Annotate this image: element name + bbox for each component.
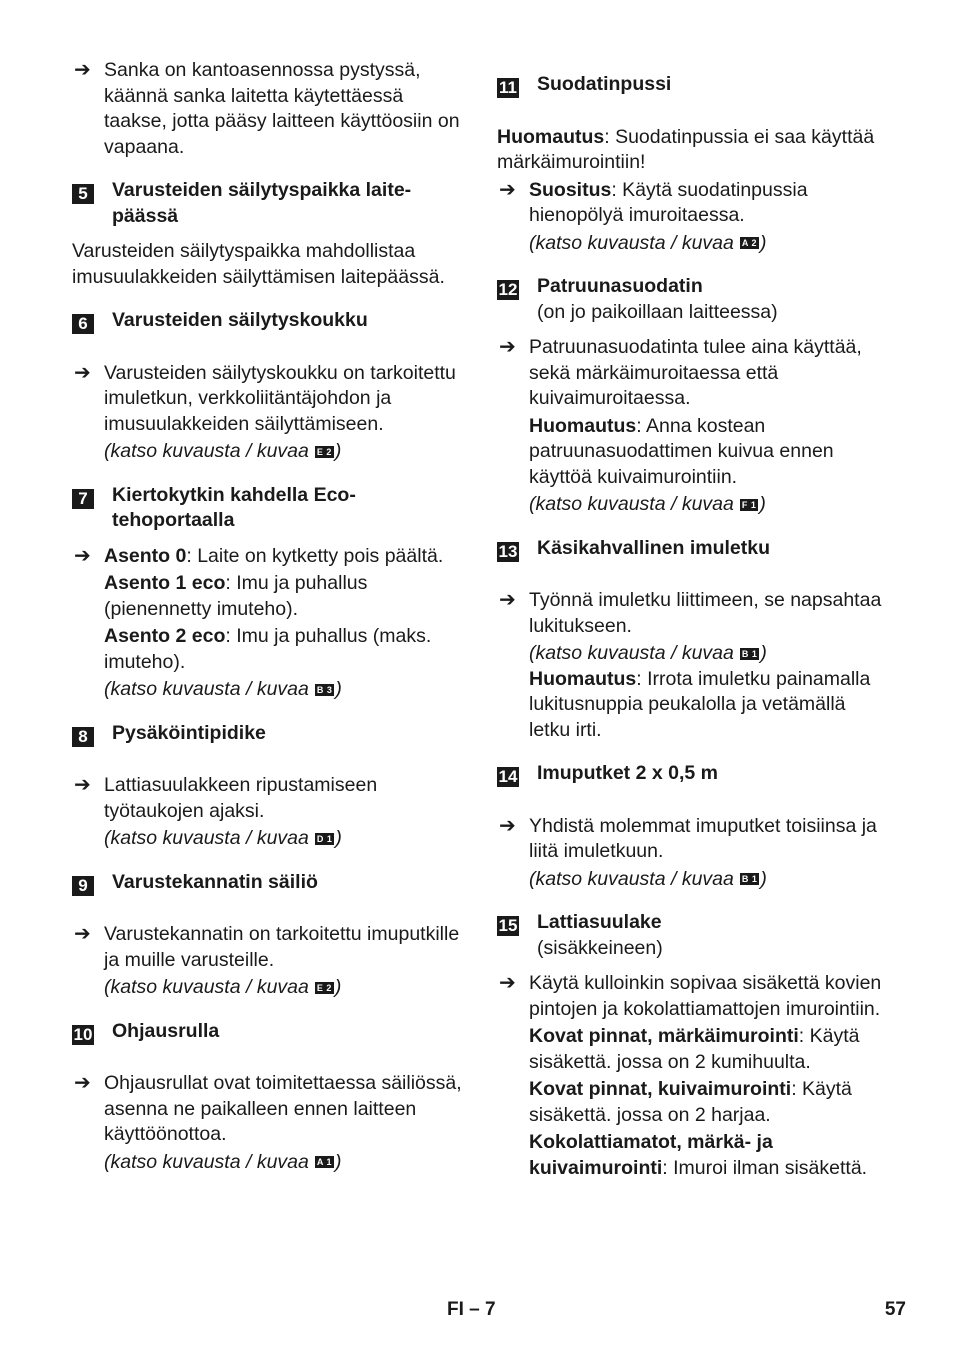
section-15-heading [497, 910, 889, 961]
section-13-note [497, 667, 889, 744]
section-6-heading [72, 308, 464, 334]
position-2-text: : Imu ja puhallus (maks. imuteho). [104, 625, 432, 673]
arrow-icon: ➔ [499, 336, 516, 358]
section-5-title: Varusteiden säilytyspaikka laite-päässä [112, 179, 412, 227]
section-8-figure-ref [72, 826, 464, 852]
note-text: : Suodatinpussia ei saa käyttää märkäimurointiin! [497, 125, 875, 173]
section-7-bullet [72, 544, 464, 570]
section-12-heading [497, 274, 889, 325]
section-14-title: Imuputket 2 x 0,5 m [537, 762, 718, 784]
section-15-title: Lattiasuulake [537, 911, 662, 933]
section-12-bullet [497, 335, 889, 412]
section-9-bullet [72, 922, 464, 973]
arrow-icon: ➔ [499, 972, 516, 994]
position-1-text: : Imu ja puhallus (pienennetty imuteho). [104, 572, 368, 620]
section-10-bullet [72, 1071, 464, 1148]
section-15-subtitle: (sisäkkeineen) [537, 936, 663, 959]
section-8-bullet-text: Lattiasuulakkeen ripustamiseen työtaukojen ajaksi. [104, 774, 378, 822]
section-11-bullet [497, 178, 889, 229]
section-15-number: 15 [498, 916, 518, 935]
section-13-bullet [497, 588, 889, 639]
figure-badge-icon: D 1 [316, 833, 333, 844]
section-7-title: Kiertokytkin kahdella Eco-tehoportaalla [112, 483, 356, 531]
section-13-figure-ref [497, 641, 889, 667]
section-10-figure-ref [72, 1150, 464, 1176]
position-2-label: Asento 2 eco [104, 625, 226, 647]
figure-badge-icon: F 1 [741, 499, 757, 510]
figure-ref-text: (katso kuvausta / kuvaa [529, 493, 734, 515]
recommendation-text: : Käytä suodatinpussia hienopölyä imuroitaessa. [529, 178, 808, 226]
figure-ref-close: ) [334, 976, 342, 998]
section-14-heading [497, 761, 889, 787]
section-8-bullet [72, 773, 464, 824]
figure-ref-text: (katso kuvausta / kuvaa [529, 642, 734, 664]
section-7-heading [72, 483, 464, 534]
section-8-heading [72, 721, 464, 747]
figure-badge-icon: A 1 [316, 1157, 333, 1168]
figure-badge-icon: E 2 [316, 446, 332, 457]
section-14-number: 14 [498, 767, 518, 786]
section-8-title: Pysäköintipidike [112, 721, 266, 744]
figure-ref-close: ) [335, 678, 342, 700]
hard-floor-dry-item [497, 1077, 889, 1128]
figure-ref-close: ) [334, 440, 342, 462]
figure-ref-text: (katso kuvausta / kuvaa [529, 231, 734, 254]
figure-badge-icon: B 1 [741, 874, 758, 885]
section-11-note [497, 125, 889, 176]
figure-badge-icon: B 1 [741, 648, 758, 659]
figure-ref-text: (katso kuvausta / kuvaa [104, 1150, 309, 1173]
section-13-heading [497, 536, 889, 562]
figure-ref-text: (katso kuvausta / kuvaa [104, 976, 309, 998]
section-14-figure-ref [497, 867, 889, 893]
section-14-bullet-text: Yhdistä molemmat imuputket toisiinsa ja liitä imuletkuun. [529, 814, 877, 862]
figure-badge-icon: B 3 [316, 684, 333, 695]
arrow-icon: ➔ [499, 589, 516, 611]
intro-bullet [72, 58, 464, 160]
hard-floor-wet-label: Kovat pinnat, märkäimurointi [529, 1025, 799, 1047]
figure-ref-text: (katso kuvausta / kuvaa [104, 440, 309, 462]
note-label: Huomautus [529, 667, 637, 690]
section-7-figure-ref [72, 677, 464, 703]
position-0-label: Asento 0 [104, 544, 187, 567]
section-14-bullet [497, 814, 889, 865]
section-6-bullet-text: Varusteiden säilytyskoukku on tarkoitettu imuletkun, verkkoliitäntäjohdon ja imusuulakkeiden säilyttämiseen. [104, 361, 456, 435]
arrow-icon: ➔ [499, 814, 516, 837]
note-text: : Anna kostean patruunasuodattimen kuivua ennen käyttöä kuivaimurointiin. [529, 414, 834, 488]
position-0-text: : Laite on kytketty pois päältä. [186, 544, 444, 567]
arrow-icon: ➔ [499, 178, 516, 201]
section-10-bullet-text: Ohjausrullat ovat toimitettaessa säiliössä, asenna ne paikalleen ennen laitteen käyttöönottoa. [104, 1072, 462, 1145]
left-column [72, 58, 464, 1179]
section-9-bullet-text: Varustekannatin on tarkoitettu imuputkille ja muille varusteille. [104, 923, 460, 971]
section-11-figure-ref [497, 231, 889, 257]
section-12-subtitle: (on jo paikoillaan laitteessa) [537, 300, 778, 323]
section-11-number: 11 [497, 78, 519, 98]
section-10-number: 10 [73, 1024, 93, 1044]
arrow-icon: ➔ [74, 59, 91, 81]
section-9-heading [72, 870, 464, 896]
section-9-title: Varustekannatin säiliö [112, 870, 318, 893]
section-6-title: Varusteiden säilytyskoukku [112, 309, 368, 331]
section-13-number: 13 [498, 541, 518, 561]
intro-bullet-text: Sanka on kantoasennossa pystyssä, käännä sanka laitetta käytettäessä taakse, jotta pääsy laitteen käyttöosiin on vapaana. [104, 59, 460, 158]
note-text: : Irrota imuletku painamalla lukitusnuppia peukalolla ja vetämällä letku irti. [529, 667, 871, 741]
hard-floor-wet-item [497, 1024, 889, 1075]
figure-ref-close: ) [760, 867, 767, 890]
section-6-number: 6 [72, 314, 94, 334]
section-5-number: 5 [72, 184, 94, 204]
section-6-figure-ref [72, 439, 464, 465]
section-9-number: 9 [72, 876, 94, 896]
figure-badge-icon: A 2 [741, 238, 758, 249]
section-7-number: 7 [72, 489, 94, 509]
section-9-figure-ref [72, 975, 464, 1001]
arrow-icon: ➔ [74, 1072, 91, 1094]
figure-ref-close: ) [759, 493, 766, 515]
position-2-item [72, 624, 464, 675]
section-8-number: 8 [72, 727, 94, 747]
figure-ref-close: ) [760, 642, 767, 664]
section-12-bullet-text: Patruunasuodatinta tulee aina käyttää, sekä märkäimuroitaessa että kuivaimuroitaessa. [529, 336, 862, 409]
footer-page-number: 57 [884, 1299, 906, 1320]
arrow-icon: ➔ [74, 544, 91, 567]
recommendation-label: Suositus [529, 178, 612, 201]
carpet-label: Kokolattiamatot, märkä- ja kuivaimurointi [529, 1131, 773, 1179]
hard-floor-dry-text: : Käytä sisäkettä. jossa on 2 harjaa. [529, 1078, 852, 1126]
hard-floor-dry-label: Kovat pinnat, kuivaimurointi [529, 1078, 792, 1100]
figure-ref-close: ) [760, 231, 767, 254]
section-12-number: 12 [498, 280, 518, 299]
footer-language-page: FI – 7 [447, 1299, 496, 1320]
figure-ref-close: ) [335, 827, 342, 849]
section-10-title: Ohjausrulla [112, 1019, 220, 1042]
section-12-title: Patruunasuodatin [537, 275, 703, 297]
position-1-item [72, 571, 464, 622]
section-11-heading [497, 72, 889, 98]
section-6-bullet [72, 361, 464, 438]
right-column [497, 54, 889, 1183]
hard-floor-wet-text: : Käytä sisäkettä. jossa on 2 kumihuulta. [529, 1025, 860, 1073]
arrow-icon: ➔ [74, 923, 91, 945]
figure-badge-icon: E 2 [316, 982, 332, 993]
section-15-bullet [497, 971, 889, 1022]
section-5-text: Varusteiden säilytyspaikka mahdollistaa imusuulakkeiden säilyttämisen laitepäässä. [72, 240, 445, 288]
carpet-text: : Imuroi ilman sisäkettä. [662, 1156, 868, 1179]
section-11-title: Suodatinpussi [537, 73, 672, 95]
arrow-icon: ➔ [74, 774, 91, 796]
figure-ref-text: (katso kuvausta / kuvaa [104, 827, 309, 849]
arrow-icon: ➔ [74, 361, 91, 384]
note-label: Huomautus [529, 414, 637, 437]
figure-ref-text: (katso kuvausta / kuvaa [529, 867, 734, 890]
section-12-note [497, 414, 889, 491]
section-15-bullet-text: Käytä kulloinkin sopivaa sisäkettä kovien pintojen ja kokolattiamattojen imurointiin. [529, 972, 882, 1020]
carpet-item [497, 1130, 889, 1181]
position-1-label: Asento 1 eco [104, 572, 226, 594]
figure-ref-close: ) [335, 1150, 342, 1173]
note-label: Huomautus [497, 125, 605, 148]
section-10-heading [72, 1019, 464, 1045]
section-12-figure-ref [497, 492, 889, 518]
figure-ref-text: (katso kuvausta / kuvaa [104, 678, 309, 700]
section-5-heading [72, 178, 464, 229]
section-13-bullet-text: Työnnä imuletku liittimeen, se napsahtaa lukitukseen. [529, 589, 882, 637]
section-13-title: Käsikahvallinen imuletku [537, 536, 771, 559]
